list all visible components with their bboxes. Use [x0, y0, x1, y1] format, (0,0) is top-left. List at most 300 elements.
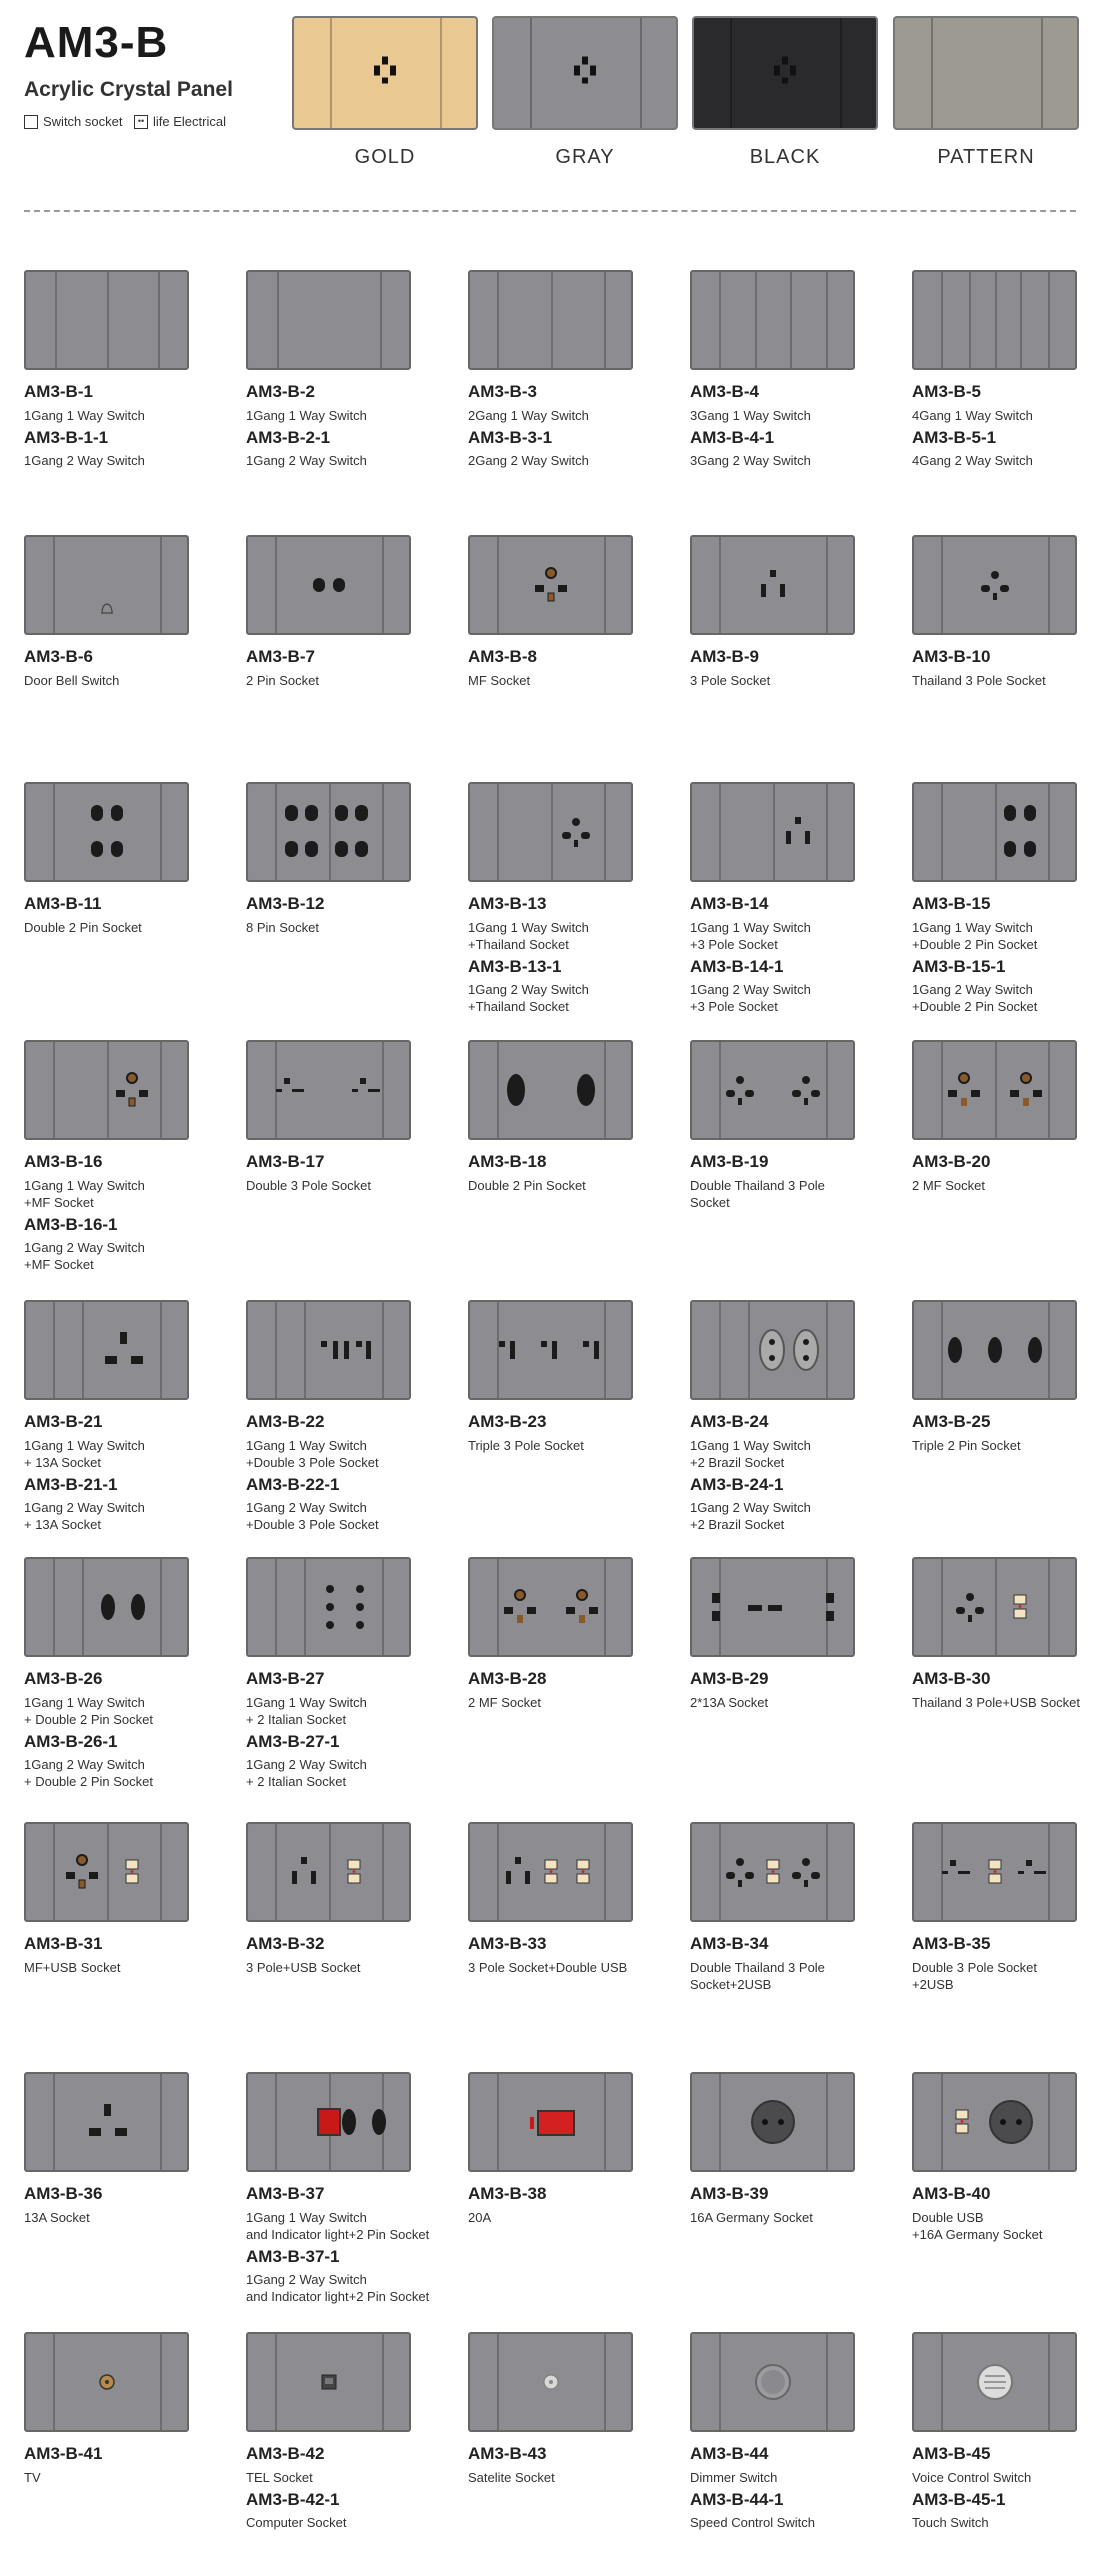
panel-frame-line — [497, 784, 499, 880]
product-code: AM3-B-36 — [24, 2184, 103, 2203]
product-code: AM3-B-43 — [468, 2444, 547, 2463]
product-code: AM3-B-23 — [468, 1412, 547, 1431]
panel-frame-line — [719, 784, 721, 880]
socket-icon — [768, 54, 802, 93]
product-description: Double Thailand 3 Pole — [690, 1178, 825, 1193]
product-description: 1Gang 1 Way Switch — [24, 408, 145, 423]
product-code: AM3-B-25 — [912, 1412, 991, 1431]
panel-frame-line — [160, 537, 162, 633]
panel-frame-line — [275, 784, 277, 880]
d13a-icon — [708, 1587, 838, 1627]
page-subtitle: Acrylic Crystal Panel — [24, 78, 233, 101]
mf-icon — [531, 563, 571, 607]
product-description: 1Gang 1 Way Switch — [246, 1695, 367, 1710]
product-code: AM3-B-3 — [468, 382, 537, 401]
product-code: AM3-B-19 — [690, 1152, 769, 1171]
legend-label: life Electrical — [153, 114, 226, 129]
panel-frame-line — [604, 1824, 606, 1920]
product-description: 8 Pin Socket — [246, 920, 319, 935]
panel-frame-line — [275, 1302, 277, 1398]
panel-frame-line — [941, 2334, 943, 2430]
product-code: AM3-B-31 — [24, 1934, 103, 1953]
product-description: 3Gang 1 Way Switch — [690, 408, 811, 423]
panel-frame-line — [382, 537, 384, 633]
product-code: AM3-B-6 — [24, 647, 93, 666]
product-panel — [912, 1300, 1077, 1400]
panel-frame-line — [931, 18, 933, 128]
usb-icon — [987, 1858, 1003, 1886]
panel-frame-line — [826, 1302, 828, 1398]
panel-frame-line — [107, 1824, 109, 1920]
panel-frame-line — [941, 537, 943, 633]
panel-frame-line — [995, 784, 997, 880]
panel-frame-line — [160, 2334, 162, 2430]
panel-frame-line — [382, 784, 384, 880]
legend-label: Switch socket — [43, 114, 123, 129]
product-panel — [690, 270, 855, 370]
panel-frame-line — [640, 18, 642, 128]
panel-frame-line — [826, 2334, 828, 2430]
variant-code: AM3-B-27-1 — [246, 1732, 340, 1751]
product-panel — [24, 782, 189, 882]
variant-code: AM3-B-5-1 — [912, 428, 997, 447]
panel-frame-line — [1048, 784, 1050, 880]
product-code: AM3-B-2 — [246, 382, 315, 401]
panel-frame-line — [275, 1824, 277, 1920]
product-panel — [912, 535, 1077, 635]
product-description: Double 2 Pin Socket — [24, 920, 142, 935]
product-description: MF Socket — [468, 673, 531, 688]
product-panel — [246, 782, 411, 882]
panel-frame-line — [719, 2334, 721, 2430]
finish-swatch-gold — [292, 16, 478, 130]
sat-icon — [542, 2373, 560, 2391]
variant-description: 1Gang 2 Way Switch — [246, 1757, 367, 1772]
usb-icon — [1012, 1593, 1028, 1621]
variant-description: +Thailand Socket — [468, 999, 569, 1014]
usb-icon — [765, 1858, 781, 1886]
panel-frame-line — [497, 272, 499, 368]
product-panel — [24, 1822, 189, 1922]
thai-icon — [977, 567, 1013, 603]
panel-frame-line — [755, 272, 757, 368]
panel-frame-line — [158, 272, 160, 368]
panel-frame-line — [1048, 2334, 1050, 2430]
panel-frame-line — [551, 784, 553, 880]
variant-description: 1Gang 2 Way Switch — [468, 982, 589, 997]
product-code: AM3-B-10 — [912, 647, 991, 666]
panel-frame-line — [497, 537, 499, 633]
product-code: AM3-B-37 — [246, 2184, 325, 2203]
panel-frame-line — [160, 1824, 162, 1920]
product-description: Thailand 3 Pole Socket — [912, 673, 1046, 688]
product-code: AM3-B-21 — [24, 1412, 103, 1431]
variant-description: 1Gang 2 Way Switch — [690, 1500, 811, 1515]
panel-frame-line — [497, 2334, 499, 2430]
panel-frame-line — [604, 272, 606, 368]
variant-code: AM3-B-24-1 — [690, 1475, 784, 1494]
panel-frame-line — [440, 18, 442, 128]
product-code: AM3-B-35 — [912, 1934, 991, 1953]
product-panel — [912, 2072, 1077, 2172]
product-description: 2Gang 1 Way Switch — [468, 408, 589, 423]
product-panel — [468, 2072, 633, 2172]
schuko-icon — [986, 2097, 1036, 2147]
product-panel — [246, 1822, 411, 1922]
dimmer-icon — [753, 2362, 793, 2402]
variant-code: AM3-B-22-1 — [246, 1475, 340, 1494]
product-code: AM3-B-20 — [912, 1152, 991, 1171]
finish-swatch-black — [692, 16, 878, 130]
product-description: 2 MF Socket — [912, 1178, 985, 1193]
product-code: AM3-B-14 — [690, 894, 769, 913]
usb-icon — [543, 1858, 559, 1886]
finish-label: GOLD — [354, 146, 416, 168]
usb-icon — [346, 1858, 362, 1886]
variant-code: AM3-B-45-1 — [912, 2490, 1006, 2509]
variant-code: AM3-B-1-1 — [24, 428, 109, 447]
panel-frame-line — [1020, 272, 1022, 368]
product-panel — [468, 1822, 633, 1922]
panel-frame-line — [275, 2074, 277, 2170]
panel-frame-line — [730, 18, 732, 128]
pole3-icon — [286, 1854, 322, 1890]
product-description: 3 Pole Socket — [690, 673, 771, 688]
variant-description: and Indicator light+2 Pin Socket — [246, 2289, 430, 2304]
product-description: 16A Germany Socket — [690, 2210, 813, 2225]
product-description: +2USB — [912, 1977, 954, 1992]
usb-icon — [575, 1858, 591, 1886]
product-code: AM3-B-40 — [912, 2184, 991, 2203]
product-panel — [912, 1822, 1077, 1922]
product-code: AM3-B-4 — [690, 382, 759, 401]
panel-frame-line — [277, 272, 279, 368]
s13a-icon — [85, 2100, 129, 2144]
variant-code: AM3-B-15-1 — [912, 957, 1006, 976]
product-panel — [24, 1300, 189, 1400]
product-description: 1Gang 1 Way Switch — [24, 1178, 145, 1193]
product-code: AM3-B-15 — [912, 894, 991, 913]
product-description: 3 Pole Socket+Double USB — [468, 1960, 628, 1975]
product-description: 13A Socket — [24, 2210, 90, 2225]
panel-frame-line — [604, 2334, 606, 2430]
panel-frame-line — [53, 2074, 55, 2170]
product-description: Double 3 Pole Socket — [912, 1960, 1038, 1975]
product-code: AM3-B-29 — [690, 1669, 769, 1688]
product-description: TEL Socket — [246, 2470, 313, 2485]
product-description: 2*13A Socket — [690, 1695, 769, 1710]
t2pin-icon — [940, 1328, 1050, 1372]
variant-description: +Double 2 Pin Socket — [912, 999, 1038, 1014]
product-panel — [246, 2332, 411, 2432]
finish-swatch-pattern — [893, 16, 1079, 130]
panel-frame-line — [995, 272, 997, 368]
variant-code: AM3-B-16-1 — [24, 1215, 118, 1234]
product-code: AM3-B-33 — [468, 1934, 547, 1953]
product-panel — [24, 1040, 189, 1140]
product-description: MF+USB Socket — [24, 1960, 121, 1975]
product-code: AM3-B-26 — [24, 1669, 103, 1688]
variant-code: AM3-B-14-1 — [690, 957, 784, 976]
variant-code: AM3-B-44-1 — [690, 2490, 784, 2509]
product-description: 1Gang 1 Way Switch — [468, 920, 589, 935]
product-description: Voice Control Switch — [912, 2470, 1032, 2485]
product-panel — [690, 1557, 855, 1657]
usb-icon — [124, 1858, 140, 1886]
panel-frame-line — [941, 2074, 943, 2170]
product-panel — [24, 270, 189, 370]
legend-switch-socket — [24, 114, 122, 129]
product-description: Double Thailand 3 Pole — [690, 1960, 825, 1975]
d3pole-icon — [274, 1075, 384, 1105]
product-code: AM3-B-11 — [24, 894, 102, 913]
product-panel — [912, 782, 1077, 882]
d2pinv2-icon — [334, 2100, 394, 2144]
variant-description: 2Gang 2 Way Switch — [468, 453, 589, 468]
variant-description: 1Gang 2 Way Switch — [24, 1757, 145, 1772]
product-code: AM3-B-24 — [690, 1412, 769, 1431]
panel-frame-line — [530, 18, 532, 128]
variant-description: 4Gang 2 Way Switch — [912, 453, 1033, 468]
panel-frame-line — [826, 784, 828, 880]
product-panel — [246, 535, 411, 635]
product-code: AM3-B-28 — [468, 1669, 547, 1688]
product-description: 1Gang 1 Way Switch — [912, 920, 1033, 935]
variant-code: AM3-B-37-1 — [246, 2247, 340, 2266]
tv-icon — [98, 2373, 116, 2391]
dpin2v-icon — [87, 797, 127, 867]
variant-description: +2 Brazil Socket — [690, 1517, 785, 1532]
variant-code: AM3-B-42-1 — [246, 2490, 340, 2509]
switch-box-icon — [24, 115, 38, 129]
product-panel — [246, 270, 411, 370]
panel-frame-line — [275, 537, 277, 633]
product-code: AM3-B-30 — [912, 1669, 991, 1688]
product-description: +Double 2 Pin Socket — [912, 937, 1038, 952]
panel-frame-line — [719, 537, 721, 633]
variant-description: +Double 3 Pole Socket — [246, 1517, 379, 1532]
d3polev-icon — [318, 1335, 378, 1365]
product-panel — [690, 2332, 855, 2432]
panel-frame-line — [1048, 272, 1050, 368]
variant-description: + 2 Italian Socket — [246, 1774, 347, 1789]
product-panel — [912, 2332, 1077, 2432]
product-description: 1Gang 1 Way Switch — [246, 1438, 367, 1453]
t3pole-icon — [491, 1335, 611, 1365]
product-panel — [912, 270, 1077, 370]
panel-frame-line — [790, 272, 792, 368]
dthai-icon — [718, 1072, 828, 1108]
product-description: Triple 2 Pin Socket — [912, 1438, 1021, 1453]
legend-life-electrical — [134, 114, 226, 129]
panel-frame-line — [304, 1302, 306, 1398]
product-description: 1Gang 1 Way Switch — [690, 1438, 811, 1453]
product-description: Double USB — [912, 2210, 984, 2225]
d2mf-icon — [496, 1585, 606, 1629]
product-description: +3 Pole Socket — [690, 937, 778, 952]
panel-frame-line — [1048, 537, 1050, 633]
panel-frame-line — [160, 1042, 162, 1138]
product-description: 3 Pole+USB Socket — [246, 1960, 361, 1975]
product-panel — [246, 2072, 411, 2172]
tel-icon — [320, 2373, 338, 2391]
panel-frame-line — [604, 2074, 606, 2170]
product-description: Socket+2USB — [690, 1977, 772, 1992]
product-code: AM3-B-45 — [912, 2444, 991, 2463]
dpin2v-icon — [1000, 797, 1040, 867]
panel-frame-line — [53, 537, 55, 633]
variant-description: Computer Socket — [246, 2515, 347, 2530]
panel-frame-line — [1048, 2074, 1050, 2170]
panel-frame-line — [840, 18, 842, 128]
panel-frame-line — [941, 1559, 943, 1655]
panel-frame-line — [382, 2334, 384, 2430]
panel-frame-line — [826, 537, 828, 633]
panel-frame-line — [382, 1302, 384, 1398]
d2pinbig-icon — [496, 1068, 606, 1112]
panel-frame-line — [53, 1302, 55, 1398]
variant-code: AM3-B-21-1 — [24, 1475, 118, 1494]
product-description: +2 Brazil Socket — [690, 1455, 785, 1470]
panel-frame-line — [941, 272, 943, 368]
product-description: + Double 2 Pin Socket — [24, 1712, 153, 1727]
panel-frame-line — [773, 784, 775, 880]
product-description: Triple 3 Pole Socket — [468, 1438, 584, 1453]
product-panel — [468, 535, 633, 635]
variant-description: 1Gang 2 Way Switch — [690, 982, 811, 997]
product-code: AM3-B-17 — [246, 1152, 325, 1171]
variant-code: AM3-B-3-1 — [468, 428, 553, 447]
socket-icon — [568, 54, 602, 93]
product-description: + 2 Italian Socket — [246, 1712, 347, 1727]
variant-description: + 13A Socket — [24, 1517, 101, 1532]
panel-frame-line — [995, 1559, 997, 1655]
panel-frame-line — [719, 1302, 721, 1398]
finish-label: GRAY — [555, 146, 615, 168]
panel-frame-line — [551, 272, 553, 368]
product-description: +Thailand Socket — [468, 937, 569, 952]
panel-frame-line — [826, 272, 828, 368]
product-description: Socket — [690, 1195, 730, 1210]
product-description: +Double 3 Pole Socket — [246, 1455, 379, 1470]
divider — [24, 210, 1076, 212]
panel-frame-line — [107, 272, 109, 368]
d2mf-icon — [940, 1068, 1050, 1112]
panel-frame-line — [969, 272, 971, 368]
variant-description: 1Gang 2 Way Switch — [912, 982, 1033, 997]
panel-frame-line — [604, 784, 606, 880]
panel-frame-line — [275, 2334, 277, 2430]
product-code: AM3-B-8 — [468, 647, 537, 666]
thai-icon — [952, 1589, 988, 1625]
s13a-icon — [101, 1328, 145, 1372]
product-description: 2 MF Socket — [468, 1695, 541, 1710]
product-panel — [690, 2072, 855, 2172]
variant-description: 1Gang 2 Way Switch — [246, 1500, 367, 1515]
usb-icon — [954, 2108, 970, 2136]
variant-description: 3Gang 2 Way Switch — [690, 453, 811, 468]
product-description: 1Gang 1 Way Switch — [246, 408, 367, 423]
finish-label: BLACK — [749, 146, 821, 168]
variant-code: AM3-B-26-1 — [24, 1732, 118, 1751]
product-code: AM3-B-13 — [468, 894, 547, 913]
product-panel — [468, 270, 633, 370]
product-panel — [468, 782, 633, 882]
product-code: AM3-B-22 — [246, 1412, 325, 1431]
variant-code: AM3-B-2-1 — [246, 428, 331, 447]
panel-frame-line — [604, 537, 606, 633]
panel-frame-line — [329, 1824, 331, 1920]
product-code: AM3-B-7 — [246, 647, 315, 666]
panel-frame-line — [497, 2074, 499, 2170]
schuko-icon — [748, 2097, 798, 2147]
mf-icon — [112, 1068, 152, 1112]
product-code: AM3-B-12 — [246, 894, 325, 913]
product-panel — [912, 1040, 1077, 1140]
panel-frame-line — [82, 1559, 84, 1655]
product-description: 4Gang 1 Way Switch — [912, 408, 1033, 423]
bell-icon — [98, 600, 116, 618]
variant-code: AM3-B-4-1 — [690, 428, 775, 447]
panel-frame-line — [160, 2074, 162, 2170]
socket-box-icon: •• — [134, 115, 148, 129]
panel-frame-line — [719, 2074, 721, 2170]
product-panel — [690, 535, 855, 635]
product-description: Dimmer Switch — [690, 2470, 778, 2485]
product-panel — [468, 1040, 633, 1140]
variant-description: +3 Pole Socket — [690, 999, 778, 1014]
product-panel — [24, 2072, 189, 2172]
panel-frame-line — [160, 1302, 162, 1398]
product-code: AM3-B-38 — [468, 2184, 547, 2203]
product-code: AM3-B-18 — [468, 1152, 547, 1171]
product-description: Door Bell Switch — [24, 673, 120, 688]
socket-icon — [368, 54, 402, 93]
panel-frame-line — [53, 2334, 55, 2430]
brazil-icon — [754, 1320, 824, 1380]
pole3-icon — [500, 1854, 536, 1890]
product-panel — [24, 1557, 189, 1657]
pole3-icon — [755, 567, 791, 603]
product-panel — [246, 1300, 411, 1400]
panel-frame-line — [53, 784, 55, 880]
product-panel — [24, 535, 189, 635]
product-panel — [24, 2332, 189, 2432]
sw20a-icon — [526, 2107, 576, 2137]
panel-frame-line — [53, 1559, 55, 1655]
panel-frame-line — [55, 272, 57, 368]
product-code: AM3-B-32 — [246, 1934, 325, 1953]
d2pinv2-icon — [93, 1585, 153, 1629]
italian-icon — [315, 1577, 375, 1637]
product-code: AM3-B-42 — [246, 2444, 325, 2463]
product-description: 1Gang 1 Way Switch — [246, 2210, 367, 2225]
panel-frame-line — [497, 1824, 499, 1920]
product-panel — [468, 1300, 633, 1400]
panel-frame-line — [107, 1042, 109, 1138]
product-code: AM3-B-44 — [690, 2444, 769, 2463]
product-description: Satelite Socket — [468, 2470, 555, 2485]
variant-description: + Double 2 Pin Socket — [24, 1774, 153, 1789]
panel-frame-line — [82, 1302, 84, 1398]
product-description: and Indicator light+2 Pin Socket — [246, 2227, 430, 2242]
product-code: AM3-B-16 — [24, 1152, 103, 1171]
panel-frame-line — [160, 1559, 162, 1655]
product-description: Thailand 3 Pole+USB Socket — [912, 1695, 1081, 1710]
product-description: TV — [24, 2470, 41, 2485]
product-code: AM3-B-9 — [690, 647, 759, 666]
variant-description: Speed Control Switch — [690, 2515, 816, 2530]
